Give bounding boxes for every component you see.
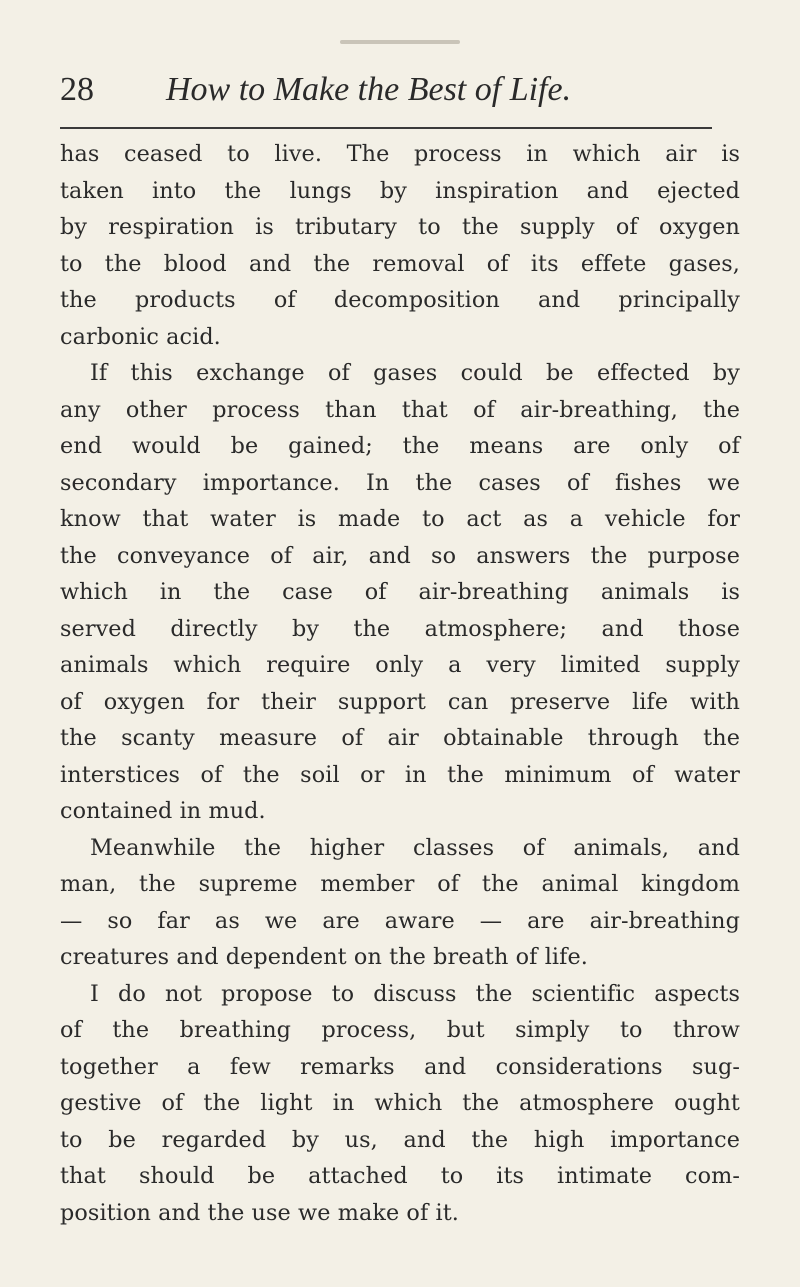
text-line: which in the case of air-breathing animals is — [60, 579, 740, 605]
text-line: I do not propose to discuss the scientific aspects — [90, 980, 740, 1007]
text-line: of the breathing process, but simply to throw — [60, 1017, 740, 1043]
text-line: secondary importance. In the cases of fishes we — [60, 469, 740, 496]
text-line: the scanty measure of air obtainable through the — [60, 725, 740, 751]
page-header — [60, 68, 710, 118]
text-line: by respiration is tributary to the supply of oxygen — [60, 214, 740, 240]
text-line: animals which require only a very limited supply — [60, 652, 740, 678]
scan-artifact — [340, 40, 460, 44]
body-text — [60, 136, 740, 1231]
text-line: the conveyance of air, and so answers the purpose — [60, 542, 740, 569]
text-line: interstices of the soil or in the minimum of water — [60, 761, 740, 788]
text-line: contained in mud. — [60, 798, 266, 824]
text-line: know that water is made to act as a vehicle for — [60, 506, 740, 532]
text-line: served directly by the atmosphere; and those — [60, 615, 740, 642]
text-line: that should be attached to its intimate com- — [60, 1163, 740, 1189]
running-title: How to Make the Best of Life. — [166, 71, 572, 108]
text-line: to the blood and the removal of its effete gases, — [60, 250, 740, 277]
text-line: together a few remarks and considerations sug- — [60, 1053, 740, 1080]
text-line: has ceased to live. The process in which air is — [60, 141, 740, 167]
text-line: to be regarded by us, and the high importance — [60, 1126, 740, 1153]
text-line: creatures and dependent on the breath of life. — [60, 944, 588, 970]
page-number: 28 — [60, 71, 94, 108]
text-line: position and the use we make of it. — [60, 1199, 459, 1226]
text-line: Meanwhile the higher classes of animals, and — [90, 834, 740, 861]
text-line: man, the supreme member of the animal kingdom — [60, 871, 740, 897]
text-line: of oxygen for their support can preserve life with — [60, 688, 740, 715]
text-line: the products of decomposition and principally — [60, 287, 740, 313]
text-line: end would be gained; the means are only of — [60, 433, 740, 459]
text-line: any other process than that of air-breathing, the — [60, 396, 740, 423]
text-line: — so far as we are aware — are air-breathing — [60, 907, 740, 934]
text-line: If this exchange of gases could be effected by — [90, 360, 740, 386]
text-line: taken into the lungs by inspiration and ejected — [60, 177, 740, 204]
header-rule — [60, 127, 712, 129]
text-line: gestive of the light in which the atmosphere ought — [60, 1090, 740, 1116]
text-line: carbonic acid. — [60, 323, 221, 350]
